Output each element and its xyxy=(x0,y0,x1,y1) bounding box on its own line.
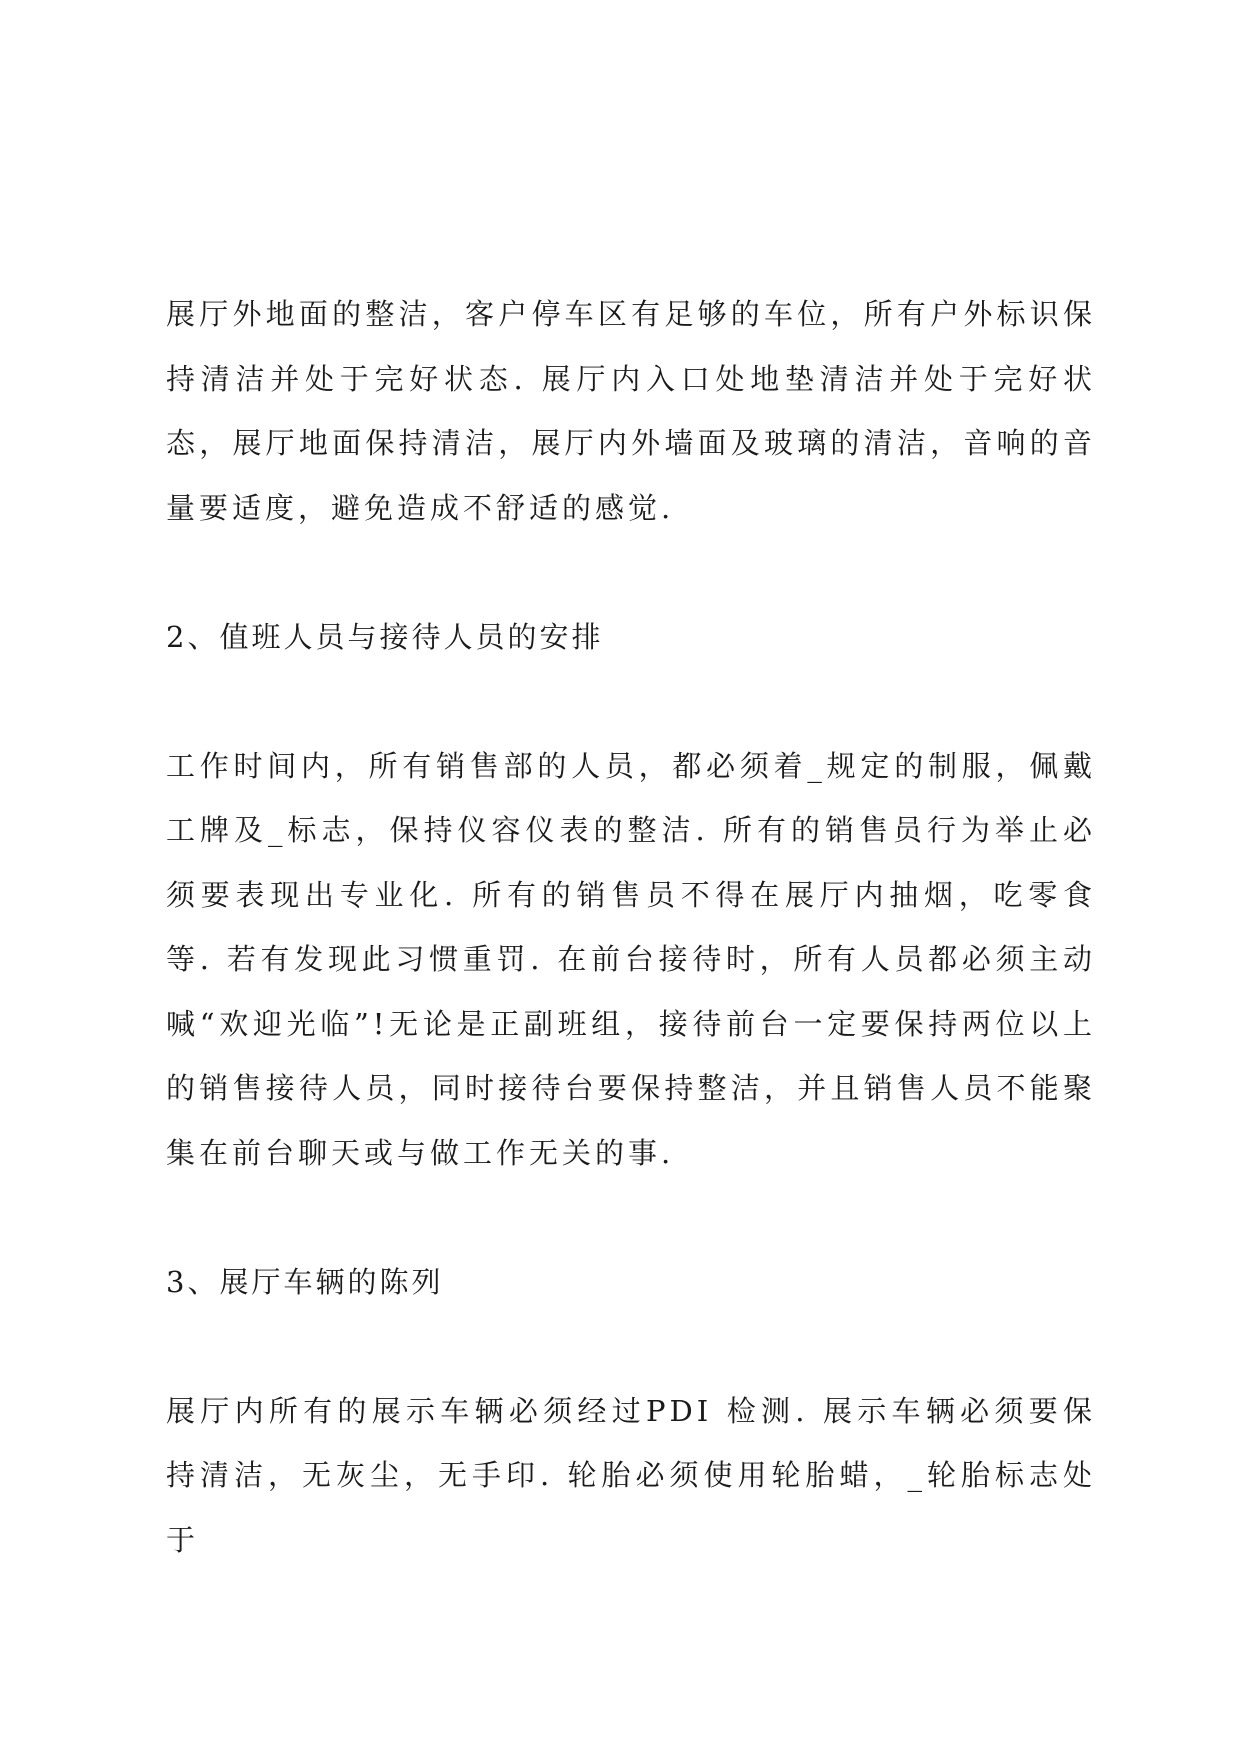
paragraph-vehicle-display: 展厅内所有的展示车辆必须经过PDI 检测. 展示车辆必须要保持清洁，无灰尘，无手印. 轮胎必须使用轮胎蜡，_轮胎标志处于 xyxy=(166,1393,1096,1557)
paragraph-spacer xyxy=(166,1314,1096,1379)
paragraph-spacer xyxy=(166,669,1096,734)
paragraph-showroom-cleanliness: 展厅外地面的整洁，客户停车区有足够的车位，所有户外标识保持清洁并处于完好状态. 展厅内入口处地垫清洁并处于完好状态，展厅地面保持清洁，展厅内外墙面及玻璃的清洁，音响的音量要适度，避免造成不舒适的感觉. xyxy=(166,297,1096,525)
section-heading-staff-arrangement: 2、值班人员与接待人员的安排 xyxy=(166,619,604,654)
section-heading-vehicle-display: 3、展厅车辆的陈列 xyxy=(166,1264,444,1299)
paragraph-spacer xyxy=(166,1185,1096,1250)
document-body xyxy=(166,282,1096,1572)
paragraph-staff-rules: 工作时间内，所有销售部的人员，都必须着_规定的制服，佩戴工牌及_标志，保持仪容仪表的整洁. 所有的销售员行为举止必须要表现出专业化. 所有的销售员不得在展厅内抽烟，吃零食等. 若有发现此习惯重罚. 在前台接待时，所有人员都必须主动喊“欢迎光临”!无论是正副班组，接待前台一定要保持两位以上的销售接待人员，同时接待台要保持整洁，并且销售人员不能聚集在前台聊天或与做工作无关的事. xyxy=(166,748,1096,1170)
paragraph-spacer xyxy=(166,540,1096,605)
